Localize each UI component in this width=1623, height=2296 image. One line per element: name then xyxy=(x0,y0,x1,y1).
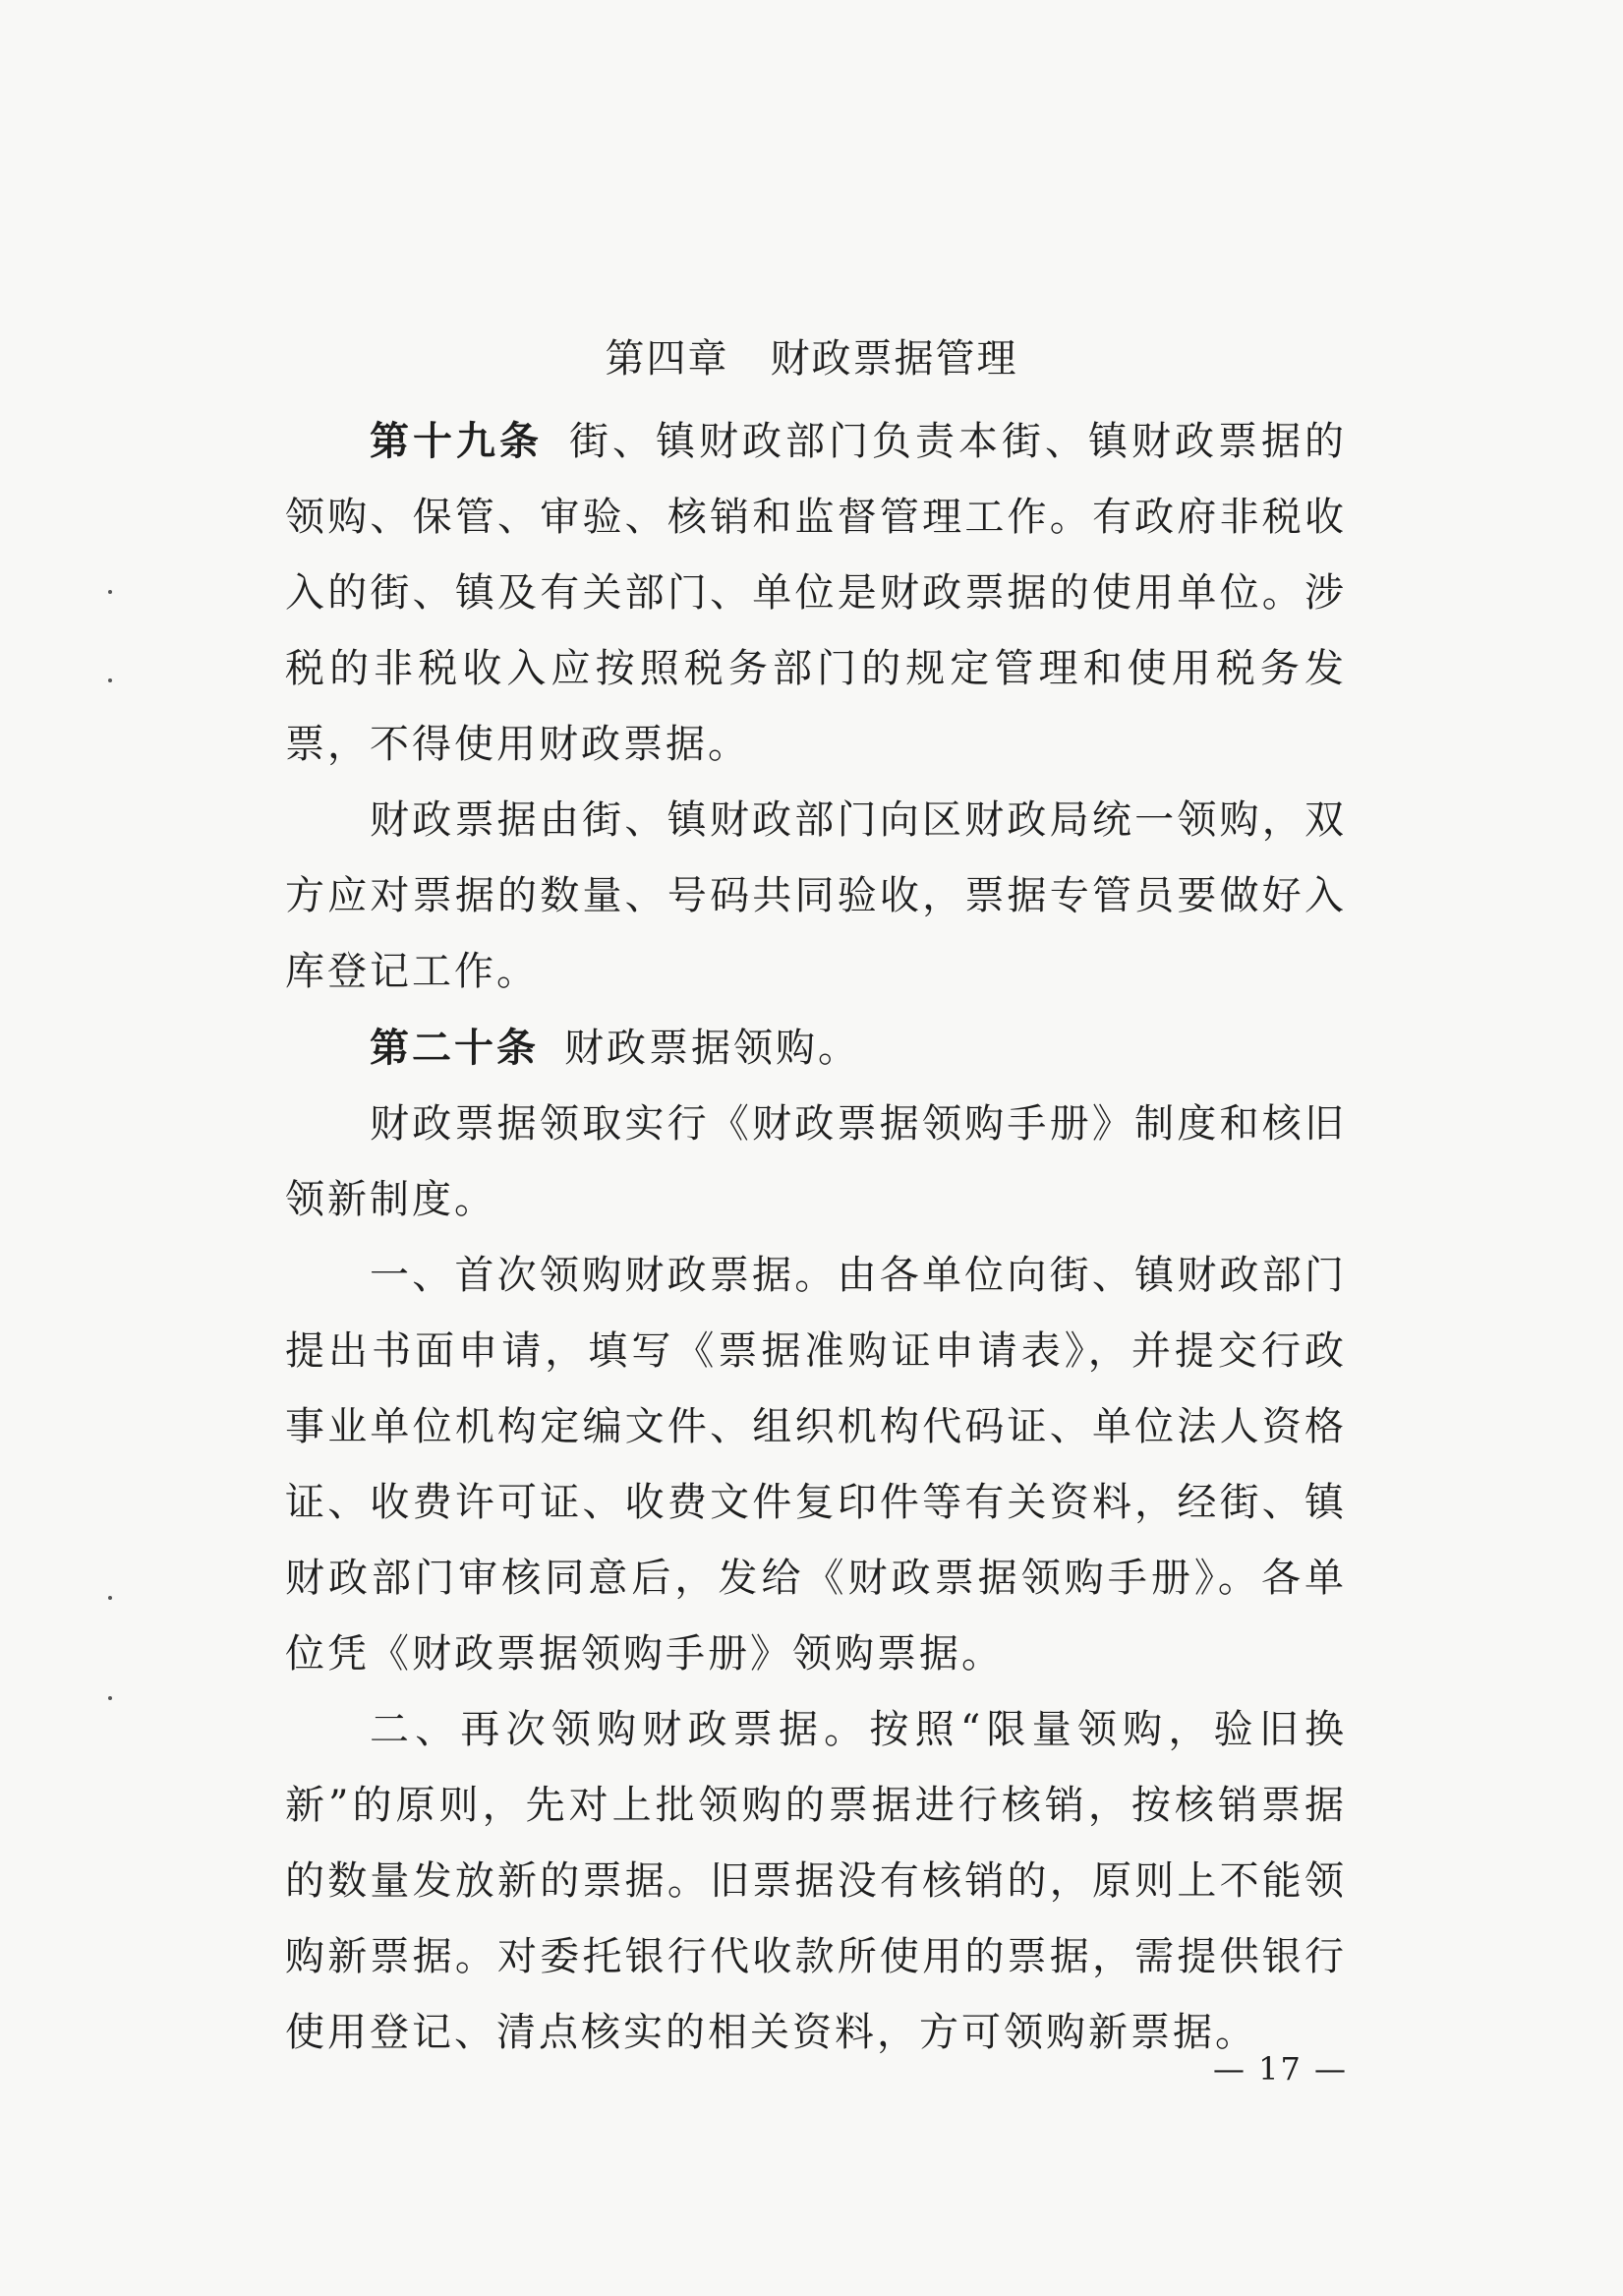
article-20-paragraph-1: 财政票据领取实行《财政票据领购手册》制度和核旧领新制度。 xyxy=(285,1101,1347,1222)
article-19-text: 街、镇财政部门负责本街、镇财政票据的领购、保管、审验、核销和监督管理工作。有政府非税收入的街、镇及有关部门、单位是财政票据的使用单位。涉税的非税收入应按照税务部门的规定管理和使用税务发票，不得使用财政票据。 xyxy=(285,419,1347,767)
chapter-title: 第四章 财政票据管理 xyxy=(605,336,1018,382)
article-20-paragraph-3: 二、再次领购财政票据。按照“限量领购，验旧换新”的原则，先对上批领购的票据进行核销，按核销票据的数量发放新的票据。旧票据没有核销的，原则上不能领购新票据。对委托银行代收款所使用的票据，需提供银行使用登记、清点核实的相关资料，方可领购新票据。 xyxy=(285,1707,1347,2055)
scan-dot-mark xyxy=(108,678,112,682)
article-19-number: 第十九条 xyxy=(370,418,543,464)
article-19-paragraph-2: 财政票据由街、镇财政部门向区财政局统一领购，双方应对票据的数量、号码共同验收，票据专管员要做好入库登记工作。 xyxy=(285,797,1347,994)
scan-dot-mark xyxy=(108,1596,112,1600)
document-body xyxy=(285,403,1347,2071)
article-20-number: 第二十条 xyxy=(370,1025,539,1071)
scan-dot-mark xyxy=(108,590,112,594)
article-20-paragraph xyxy=(285,1010,1347,1087)
page-number: — 17 — xyxy=(1212,2050,1348,2088)
article-19-paragraph xyxy=(285,403,1347,783)
article-20-text: 财政票据领购。 xyxy=(564,1026,860,1071)
article-20-paragraph-2: 一、首次领购财政票据。由各单位向街、镇财政部门提出书面申请，填写《票据准购证申请表》，并提交行政事业单位机构定编文件、组织机构代码证、单位法人资格证、收费许可证、收费文件复印件等有关资料，经街、镇财政部门审核同意后，发给《财政票据领购手册》。各单位凭《财政票据领购手册》领购票据。 xyxy=(285,1253,1347,1677)
scan-dot-mark xyxy=(108,1696,112,1700)
